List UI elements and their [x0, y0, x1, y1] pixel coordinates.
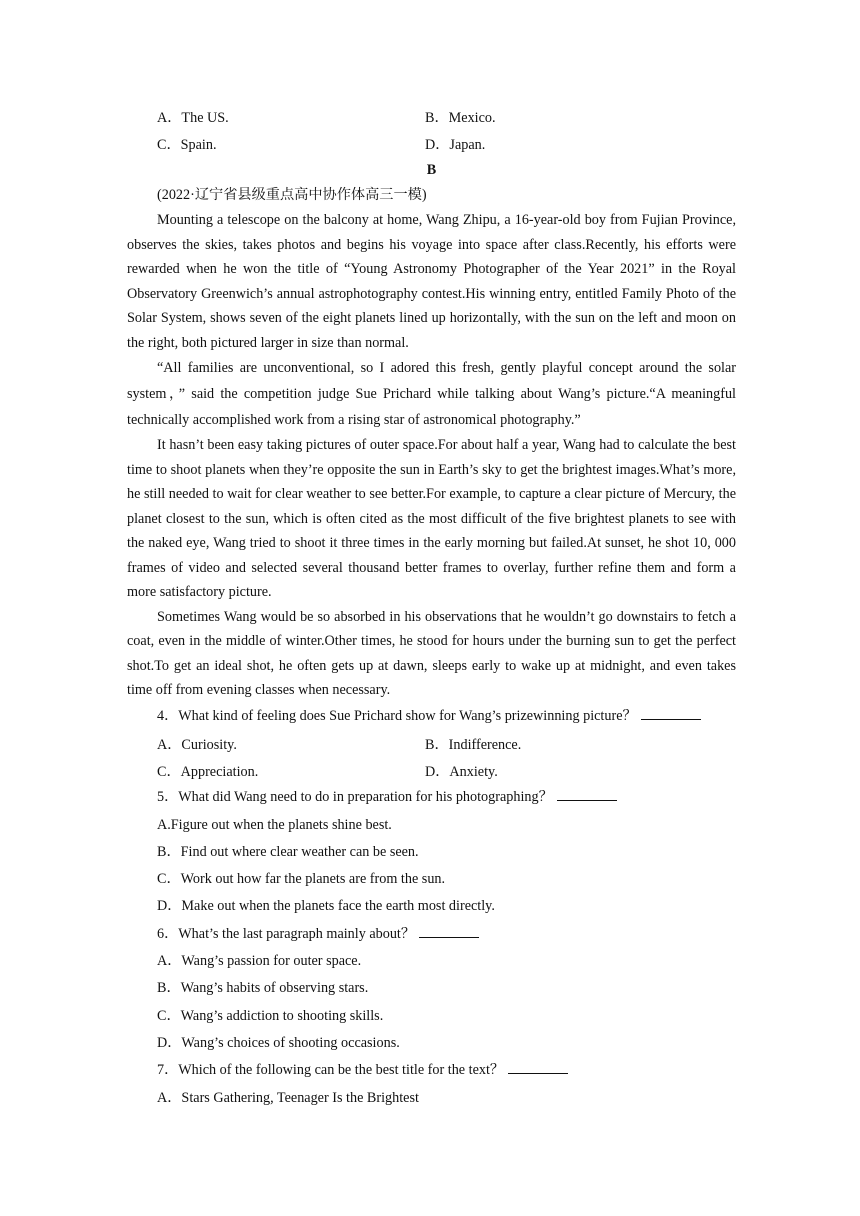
passage-paragraph-4: Sometimes Wang would be so absorbed in his observations that he wouldn’t go downstairs to fetch a coat, even in the middle of winter.Other times, he stood for hours under the burning sun to get the perfect shot.To get an ideal shot, he often gets up at dawn, sleeps early to wake up at midnight, and even takes time off from evening classes when necessary. — [127, 608, 736, 698]
question-text: 7．Which of the following can be the best title for the text？ — [157, 1062, 505, 1079]
page-content — [127, 103, 736, 1112]
passage-paragraph-1: Mounting a telescope on the balcony at home, Wang Zhipu, a 16-year-old boy from Fujian Province, observes the skies, takes photos and begins his voyage into space after class.Recently, his efforts were rewarded when he won the title of “Young Astronomy Photographer of the Year 2021” in the Royal Observatory Greenwich’s annual astrophotography contest.His winning entry, entitled Family Photo of the Solar System, shows seven of the eight planets lined up horizontally, with the sun on the left and moon on the right, both pictured larger in size than normal. — [127, 212, 736, 351]
q5-option-a: A.Figure out when the planets shine best. — [157, 816, 392, 833]
q6-option-c: C．Wang’s addiction to shooting skills. — [157, 1007, 384, 1024]
option-c: C．Appreciation. — [157, 763, 259, 780]
q5-option-c: C．Work out how far the planets are from the sun. — [157, 871, 446, 888]
q7-option-a: A．Stars Gathering, Teenager Is the Brightest — [157, 1089, 419, 1106]
prev-option-row — [127, 130, 736, 157]
source-citation: (2022·辽宁省县级重点高中协作体高三一模) — [157, 187, 427, 203]
section-label: B — [426, 162, 437, 178]
option-b: B．Mexico. — [425, 109, 496, 126]
q6-option-b: B．Wang’s habits of observing stars. — [157, 980, 369, 997]
option-b: B．Indifference. — [425, 736, 522, 753]
question-7 — [127, 1057, 736, 1085]
question-text: 5．What did Wang need to do in preparation for his photographing？ — [157, 789, 553, 805]
option-d: D．Japan. — [425, 136, 486, 153]
question-text: 6．What’s the last paragraph mainly about？ — [157, 925, 416, 942]
q4-option-row — [127, 730, 736, 757]
question-text: 4．What kind of feeling does Sue Prichard show for Wang’s prizewinning picture？ — [157, 707, 637, 724]
answer-blank — [508, 1058, 568, 1074]
answer-blank — [641, 704, 701, 720]
q6-option-a: A．Wang’s passion for outer space. — [157, 953, 362, 970]
question-6 — [127, 921, 736, 949]
question-5 — [127, 784, 736, 812]
q5-option-b: B．Find out where clear weather can be seen. — [157, 843, 419, 860]
question-4 — [127, 703, 736, 731]
option-a: A．The US. — [157, 109, 229, 126]
answer-blank — [419, 922, 479, 938]
answer-blank — [557, 785, 617, 801]
option-d: D．Anxiety. — [425, 763, 498, 780]
passage-paragraph-3: It hasn’t been easy taking pictures of outer space.For about half a year, Wang had to calculate the best time to shoot planets when they’re opposite the sun in Earth’s sky to get the brightest images.What’s more, he still needed to wait for clear weather to see better.For example, to capture a clear picture of Mercury, the planet closest to the sun, which is often cited as the most difficult of the five brightest planets to see with the naked eye, Wang tried to shoot it three times in the early morning but failed.At sunset, he shot 10, 000 frames of video and selected several thousand better frames to overlay, further refine them and form a more satisfactory picture. — [127, 437, 736, 600]
prev-option-row — [127, 103, 736, 130]
q6-option-d: D．Wang’s choices of shooting occasions. — [157, 1035, 400, 1052]
q5-option-d: D．Make out when the planets face the earth most directly. — [157, 898, 495, 915]
option-a: A．Curiosity. — [157, 736, 237, 753]
q4-option-row — [127, 757, 736, 784]
option-c: C．Spain. — [157, 136, 217, 153]
passage-paragraph-2: “All families are unconventional, so I adored this fresh, gently playful concept around the solar system，” said the competition judge Sue Prichard while talking about Wang’s picture.“A meaningful technically accomplished work from a rising star of astronomical photography.” — [127, 360, 736, 428]
